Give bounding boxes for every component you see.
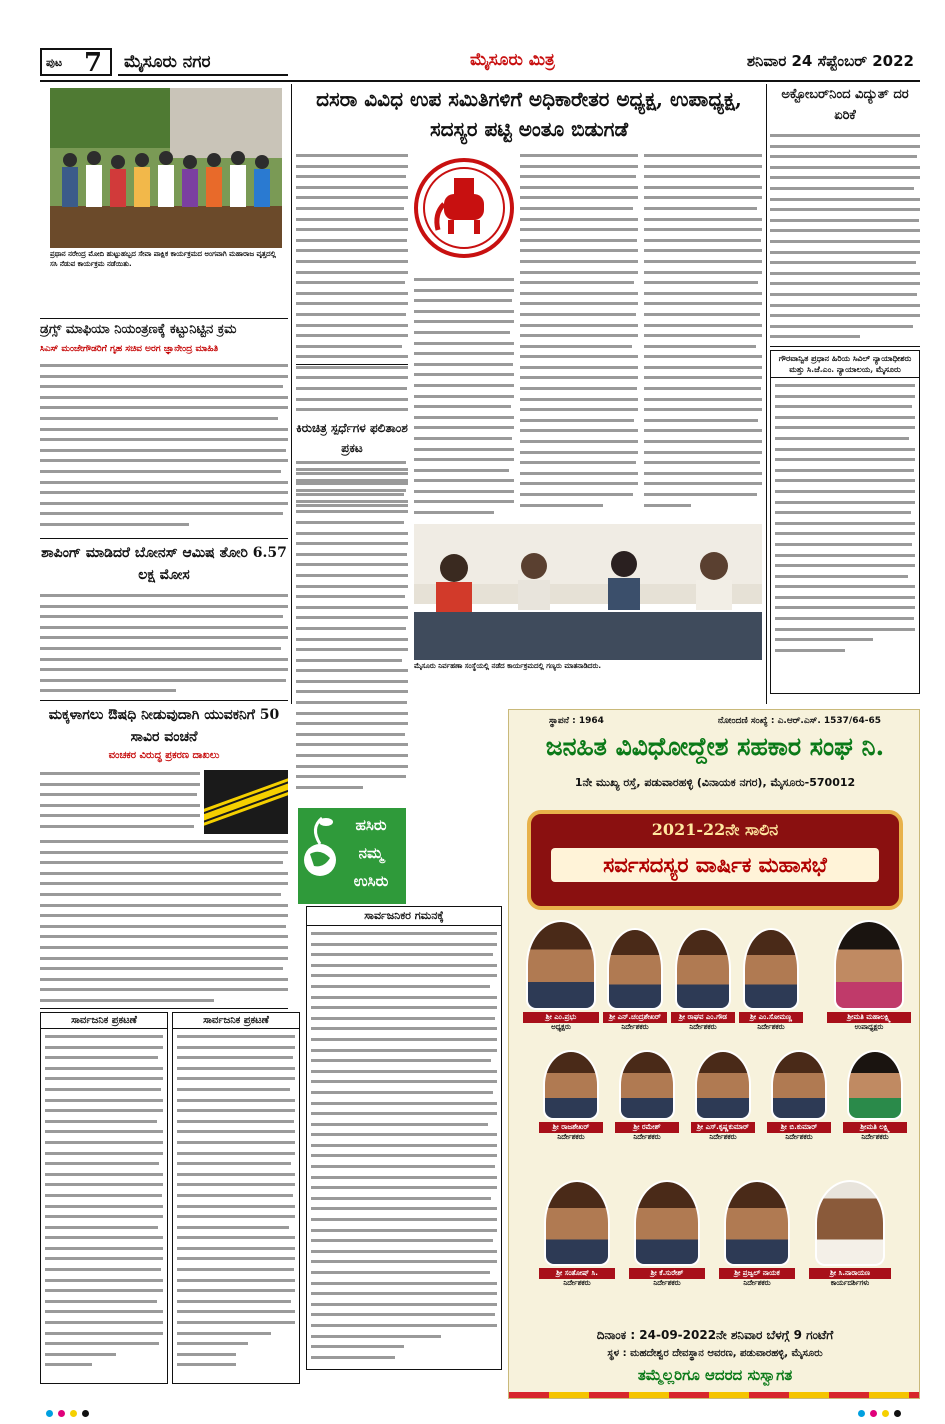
dasara-body-col3 — [520, 150, 638, 520]
crime-graphic — [204, 770, 288, 834]
ad-person-role: ನಿರ್ದೇಶಕರು — [621, 1023, 649, 1031]
ad-person — [523, 920, 599, 1032]
ad-person — [719, 1180, 795, 1288]
registration-dot — [882, 1410, 889, 1417]
ad-person-role: ನಿರ್ದೇಶಕರು — [743, 1279, 771, 1287]
film-body — [296, 464, 408, 804]
issue-date: ಶನಿವಾರ 24 ಸೆಪ್ಟೆಂಬರ್ 2022 — [746, 52, 914, 70]
ad-person — [539, 1050, 603, 1142]
ad-top-strip — [509, 710, 920, 732]
ad-person-role: ನಿರ್ದೇಶಕರು — [557, 1133, 585, 1141]
ad-person-role: ಅಧ್ಯಕ್ಷರು — [551, 1023, 571, 1031]
public-notice-1-body — [41, 1029, 167, 1379]
ad-person-name: ಶ್ರೀ ಎಂ.ಸೋಮಣ್ಣ — [739, 1012, 803, 1023]
ad-person-role: ನಿರ್ದೇಶಕರು — [785, 1133, 813, 1141]
electricity-headline: ಅಕ್ಟೋಬರ್‌ನಿಂದ ವಿದ್ಯುತ್ ದರ ಏರಿಕೆ — [781, 87, 909, 123]
avatar — [619, 1050, 675, 1120]
avatar — [544, 1180, 610, 1266]
court-notice-box — [770, 350, 920, 694]
ad-person-name: ಶ್ರೀ ರಮೇಶ್ — [615, 1122, 679, 1133]
ad-person-role: ನಿರ್ದೇಶಕರು — [689, 1023, 717, 1031]
tree-planting-caption: ಪ್ರಥಾನ ನರೇಂದ್ರ ಮೋದಿ ಹುಟ್ಟುಹಬ್ಬದ ಸೇವಾ ಪಾಕ್ಷಿಕ ಕಾರ್ಯಕ್ರಮದ ಅಂಗವಾಗಿ ಮಹಾರಾಜ ವೃತ್ತದಲ್ಲಿ ಸಸಿ ನೆಡುವ ಕಾರ್ಯಕ್ರಮ ನಡೆಯಿತು. — [50, 250, 276, 268]
medicine-body-left — [40, 768, 200, 832]
public-notice-2-title: ಸಾರ್ವಜನಿಕ ಪ್ರಕಟಣೆ — [173, 1013, 299, 1029]
column-rule — [766, 84, 767, 704]
tree-planting-image — [50, 88, 282, 248]
newspaper-brand: ಮೈಸೂರು ಮಿತ್ರ — [470, 50, 555, 70]
public-attention-title: ಸಾರ್ವಜನಿಕರ ಗಮನಕ್ಕೆ — [307, 907, 501, 926]
ad-person-role: ನಿರ್ದೇಶಕರು — [563, 1279, 591, 1287]
avatar — [815, 1180, 885, 1266]
crime-tape-image — [204, 770, 288, 834]
ad-person-name: ಶ್ರೀ ಸಿ.ನಾರಾಯಣ — [809, 1268, 891, 1279]
ad-person — [691, 1050, 755, 1142]
ad-person — [615, 1050, 679, 1142]
registration-dot — [70, 1410, 77, 1417]
avatar — [695, 1050, 751, 1120]
ad-meeting-date: ದಿನಾಂಕ : 24-09-2022ನೇ ಶನಿವಾರ ಬೆಳಗ್ಗೆ 9 ಗಂಟೆಗೆ — [596, 1328, 834, 1342]
green-campaign-graphic — [298, 808, 406, 904]
shopping-headline: ಶಾಪಿಂಗ್ ಮಾಡಿದರೆ ಬೋನಸ್ ಆಮಿಷ ತೋರಿ 6.57 ಲಕ್ಷ ಮೋಸ — [41, 545, 287, 583]
ad-person-name: ಶ್ರೀ ಎನ್.ಚಂದ್ರಶೇಖರ್ — [603, 1012, 667, 1023]
page-header — [40, 46, 920, 78]
dasara-body-col2 — [414, 274, 514, 520]
ad-person — [739, 928, 803, 1032]
ad-person-role: ಕಾರ್ಯದರ್ಶಿಗಳು — [830, 1279, 870, 1287]
avatar — [847, 1050, 903, 1120]
registration-dot — [858, 1410, 865, 1417]
page-number: 7 — [84, 48, 103, 78]
green-line-3: ಉಸಿರು — [353, 872, 389, 890]
public-notice-1-box — [40, 1012, 168, 1384]
ad-established: ಸ್ಥಾಪನೆ : 1964 — [549, 716, 604, 726]
meeting-caption: ಮೈಸೂರು ನಿರ್ವಹಣಾ ಸಂಸ್ಥೆಯಲ್ಲಿ ನಡೆದ ಕಾರ್ಯಕ್ರಮದಲ್ಲಿ ಗಣ್ಯರು ಮಾತನಾಡಿದರು. — [414, 662, 602, 670]
ad-person — [767, 1050, 831, 1142]
divider — [770, 346, 920, 347]
ad-person-name: ಶ್ರೀ ಕೆ.ಸುರೇಶ್ — [629, 1268, 705, 1279]
medicine-body — [40, 836, 288, 1006]
ad-person-role: ನಿರ್ದೇಶಕರು — [861, 1133, 889, 1141]
tree-planting-photo — [50, 88, 282, 248]
page-label: ಪುಟ — [46, 56, 63, 69]
electricity-body — [770, 130, 920, 344]
public-notice-1-title: ಸಾರ್ವಜನಿಕ ಪ್ರಕಟಣೆ — [41, 1013, 167, 1029]
registration-dot — [46, 1410, 53, 1417]
ad-person-role: ನಿರ್ದೇಶಕರು — [709, 1133, 737, 1141]
divider — [40, 538, 288, 539]
shopping-body — [40, 590, 288, 698]
print-registration-marks — [0, 1410, 945, 1418]
section-title: ಮೈಸೂರು ನಗರ — [118, 48, 288, 76]
page-number-box — [40, 48, 112, 76]
ad-person — [671, 928, 735, 1032]
ad-person-role: ನಿರ್ದೇಶಕರು — [633, 1133, 661, 1141]
court-notice-title: ಗೌರವಾನ್ವಿತ ಪ್ರಧಾನ ಹಿರಿಯ ಸಿವಿಲ್ ನ್ಯಾಯಾಧೀಶರು ಮತ್ತು ಸಿ.ಜೆ.ಎಂ. ನ್ಯಾಯಾಲಯ, ಮೈಸೂರು — [771, 351, 919, 378]
ad-venue: ಸ್ಥಳ : ಮಹದೇಶ್ವರ ದೇವಸ್ಥಾನ ಆವರಣ, ಪಡುವಾರಹಳ್ಳಿ, ಮೈಸೂರು — [607, 1348, 823, 1359]
ad-person-name: ಶ್ರೀ ಪ್ರಜ್ವಲ್ ನಾಯಕ — [719, 1268, 795, 1279]
public-notice-2-body — [173, 1029, 299, 1379]
green-line-1: ಹಸಿರು — [355, 816, 387, 834]
cooperative-society-ad — [508, 709, 920, 1399]
ad-person — [539, 1180, 615, 1288]
dasara-emblem — [414, 150, 514, 270]
registration-dot — [870, 1410, 877, 1417]
avatar — [771, 1050, 827, 1120]
ad-address: 1ನೇ ಮುಖ್ಯ ರಸ್ತೆ, ಪಡುವಾರಹಳ್ಳಿ (ವಿನಾಯಕ ನಗರ), ಮೈಸೂರು-570012 — [574, 776, 856, 789]
globe-icon — [300, 808, 340, 904]
ad-person-role: ನಿರ್ದೇಶಕರು — [653, 1279, 681, 1287]
avatar — [834, 920, 904, 1010]
public-notice-2-box — [172, 1012, 300, 1384]
ad-person-name: ಶ್ರೀ ಸಂತೋಷ್ ಸಿ. — [539, 1268, 615, 1279]
meeting-photo — [414, 524, 762, 660]
medicine-subhead: ವಂಚಕರ ವಿರುದ್ಧ ಪ್ರಕರಣ ದಾಖಲು — [108, 750, 220, 761]
ad-meeting-banner — [527, 810, 903, 910]
ad-person-name: ಶ್ರೀ ರಾಜಶೇಖರ್ — [539, 1122, 603, 1133]
ad-person-name: ಶ್ರೀ ರಾಘವ ಎಂ.ಗೌಡ — [671, 1012, 735, 1023]
ad-person-role: ಉಪಾಧ್ಯಕ್ಷರು — [854, 1023, 884, 1031]
avatar — [675, 928, 731, 1010]
ad-bottom-border — [509, 1392, 920, 1398]
court-notice-body — [771, 378, 919, 678]
public-attention-body — [307, 926, 501, 1366]
film-headline: ಕಿರುಚಿತ್ರ ಸ್ಪರ್ಧೆಗಳ ಫಲಿತಾಂಶ ಪ್ರಕಟ — [296, 418, 408, 460]
avatar — [543, 1050, 599, 1120]
drugs-headline: ಡ್ರಗ್ಸ್ ಮಾಫಿಯಾ ನಿಯಂತ್ರಣಕ್ಕೆ ಕಟ್ಟುನಿಟ್ಟಿನ ಕ್ರಮ — [40, 322, 237, 337]
divider — [296, 364, 408, 365]
dasara-headline: ದಸರಾ ವಿವಿಧ ಉಪ ಸಮಿತಿಗಳಿಗೆ ಅಧಿಕಾರೇತರ ಅಧ್ಯಕ್ಷ, ಉಪಾಧ್ಯಕ್ಷ, ಸದಸ್ಯರ ಪಟ್ಟಿ ಅಂತೂ ಬಿಡುಗಡೆ — [316, 87, 742, 141]
avatar — [743, 928, 799, 1010]
registration-dot — [58, 1410, 65, 1417]
column-rule — [291, 84, 292, 704]
ad-person — [843, 1050, 907, 1142]
avatar — [634, 1180, 700, 1266]
green-line-2: ನಮ್ಮ — [358, 844, 384, 862]
ad-year: 2021-22ನೇ ಸಾಲಿನ — [651, 820, 779, 839]
ad-welcome: ತಮ್ಮೆಲ್ಲರಿಗೂ ಆದರದ ಸುಸ್ವಾಗತ — [637, 1366, 793, 1384]
header-rule — [40, 80, 920, 82]
ad-person — [809, 1180, 891, 1288]
ad-registration: ನೋಂದಣಿ ಸಂಖ್ಯೆ : ಎ.ಆರ್.ಎಸ್. 1537/64-65 — [717, 716, 881, 726]
avatar — [526, 920, 596, 1010]
dasara-body-col4 — [644, 150, 762, 520]
divider — [40, 318, 288, 319]
ad-person-name: ಶ್ರೀ ಎಸ್.ಕೃಷ್ಣಕುಮಾರ್ — [691, 1122, 755, 1133]
dasara-elephant-logo — [414, 150, 514, 270]
ad-person — [603, 928, 667, 1032]
ad-person-name: ಶ್ರೀ ಬಿ.ಕುಮಾರ್ — [767, 1122, 831, 1133]
registration-dot — [82, 1410, 89, 1417]
ad-person-role: ನಿರ್ದೇಶಕರು — [757, 1023, 785, 1031]
ad-person-name: ಶ್ರೀ ಎಂ.ಪ್ರಭು — [523, 1012, 599, 1023]
avatar — [724, 1180, 790, 1266]
meeting-image — [414, 524, 762, 660]
ad-person — [629, 1180, 705, 1288]
ad-person-name: ಶ್ರೀಮತಿ ಲಕ್ಷ್ಮಿ — [843, 1122, 907, 1133]
registration-dot — [894, 1410, 901, 1417]
avatar — [607, 928, 663, 1010]
ad-society-name: ಜನಹಿತ ವಿವಿಧೋದ್ದೇಶ ಸಹಕಾರ ಸಂಘ ನಿ. — [545, 732, 885, 761]
drugs-subhead: ಸಿಎಸ್ ಮಂಜೇಗೌಡರಿಗೆ ಗೃಹ ಸಚಿವ ಅರಗ ಜ್ಞಾನೇಂದ್ರ ಮಾಹಿತಿ — [40, 344, 219, 354]
divider — [40, 1008, 288, 1009]
ad-person — [827, 920, 911, 1032]
ad-meeting-title: ಸರ್ವಸದಸ್ಯರ ವಾರ್ಷಿಕ ಮಹಾಸಭೆ — [551, 848, 879, 882]
medicine-headline: ಮಕ್ಕಳಾಗಲು ಔಷಧಿ ನೀಡುವುದಾಗಿ ಯುವಕನಿಗೆ 50 ಸಾವಿರ ವಂಚನೆ — [48, 707, 280, 745]
public-attention-box — [306, 906, 502, 1370]
drugs-body — [40, 360, 288, 536]
ad-person-name: ಶ್ರೀಮತಿ ಮಹಾಲಕ್ಷ್ಮಿ — [827, 1012, 911, 1023]
divider — [40, 700, 288, 701]
